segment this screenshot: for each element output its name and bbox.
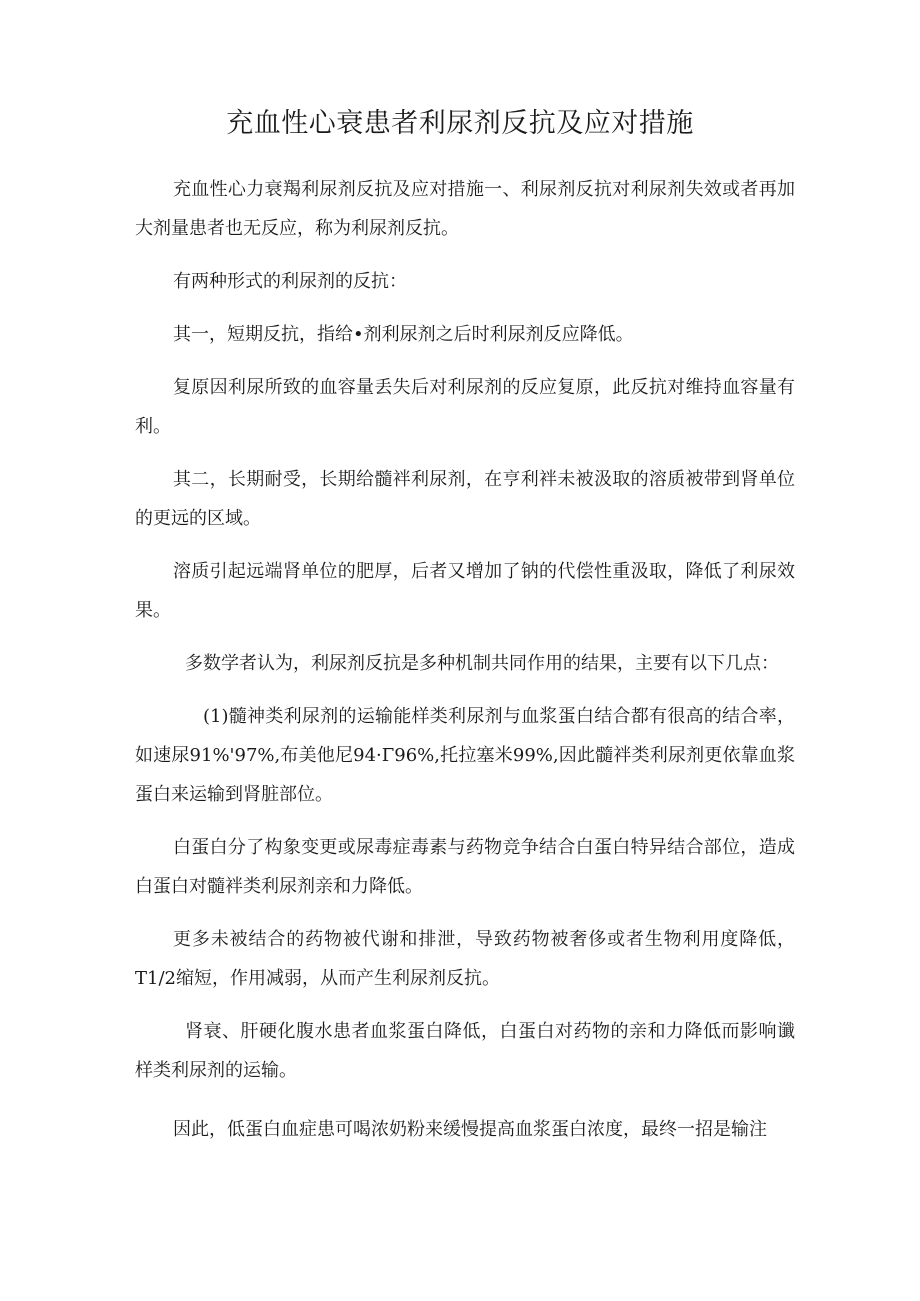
paragraph-2: 有两种形式的利尿剂的反抗： xyxy=(173,271,407,292)
paragraph-5: 其二，长期耐受，长期给髓袢利尿剂，在亨利袢未被汲取的溶质被带到肾单位的更远的区域。 xyxy=(135,469,795,529)
paragraph-10: 更多未被结合的药物被代谢和排泄，导致药物被奢侈或者生物利用度降低，T1/2缩短，作用减弱，从而产生利尿剂反抗。 xyxy=(135,929,795,989)
paragraph-8: (1)髓神类利尿剂的运输能样类利尿剂与血浆蛋白结合都有很高的结合率，如速尿91%'97%,布美他尼94·Γ96%,托拉塞米99%,因此髓袢类利尿剂更依靠血浆蛋白来运输到肾脏部位。 xyxy=(135,706,795,805)
paragraph-7: 多数学者认为，利尿剂反抗是多种机制共同作用的结果，主要有以下几点： xyxy=(185,653,779,674)
paragraph-11: 肾衰、肝硬化腹水患者血浆蛋白降低，白蛋白对药物的亲和力降低而影响谶样类利尿剂的运输。 xyxy=(135,1021,795,1081)
document-body xyxy=(135,170,795,1163)
paragraph-6: 溶质引起远端肾单位的肥厚，后者又增加了钠的代偿性重汲取，降低了利尿效果。 xyxy=(135,561,795,621)
paragraph-3: 其一，短期反抗，指给•剂利尿剂之后时利尿剂反应降低。 xyxy=(173,324,634,345)
document-title: 充血性心衰患者利尿剂反抗及应对措施 xyxy=(226,108,694,139)
paragraph-1: 充血性心力衰羯利尿剂反抗及应对措施一、利尿剂反抗对利尿剂失效或者再加大剂量患者也无反应，称为利尿剂反抗。 xyxy=(135,179,795,239)
paragraph-9: 白蛋白分了构象变更或尿毒症毒素与药物竞争结合白蛋白特异结合部位，造成白蛋白对髓袢类利尿剂亲和力降低。 xyxy=(135,837,795,897)
paragraph-12: 因此，低蛋白血症患可喝浓奶粉来缓慢提高血浆蛋白浓度，最终一招是输注 xyxy=(173,1119,767,1140)
paragraph-4: 复原因利尿所致的血容量丢失后对利尿剂的反应复原，此反抗对维持血容量有利。 xyxy=(135,377,795,437)
